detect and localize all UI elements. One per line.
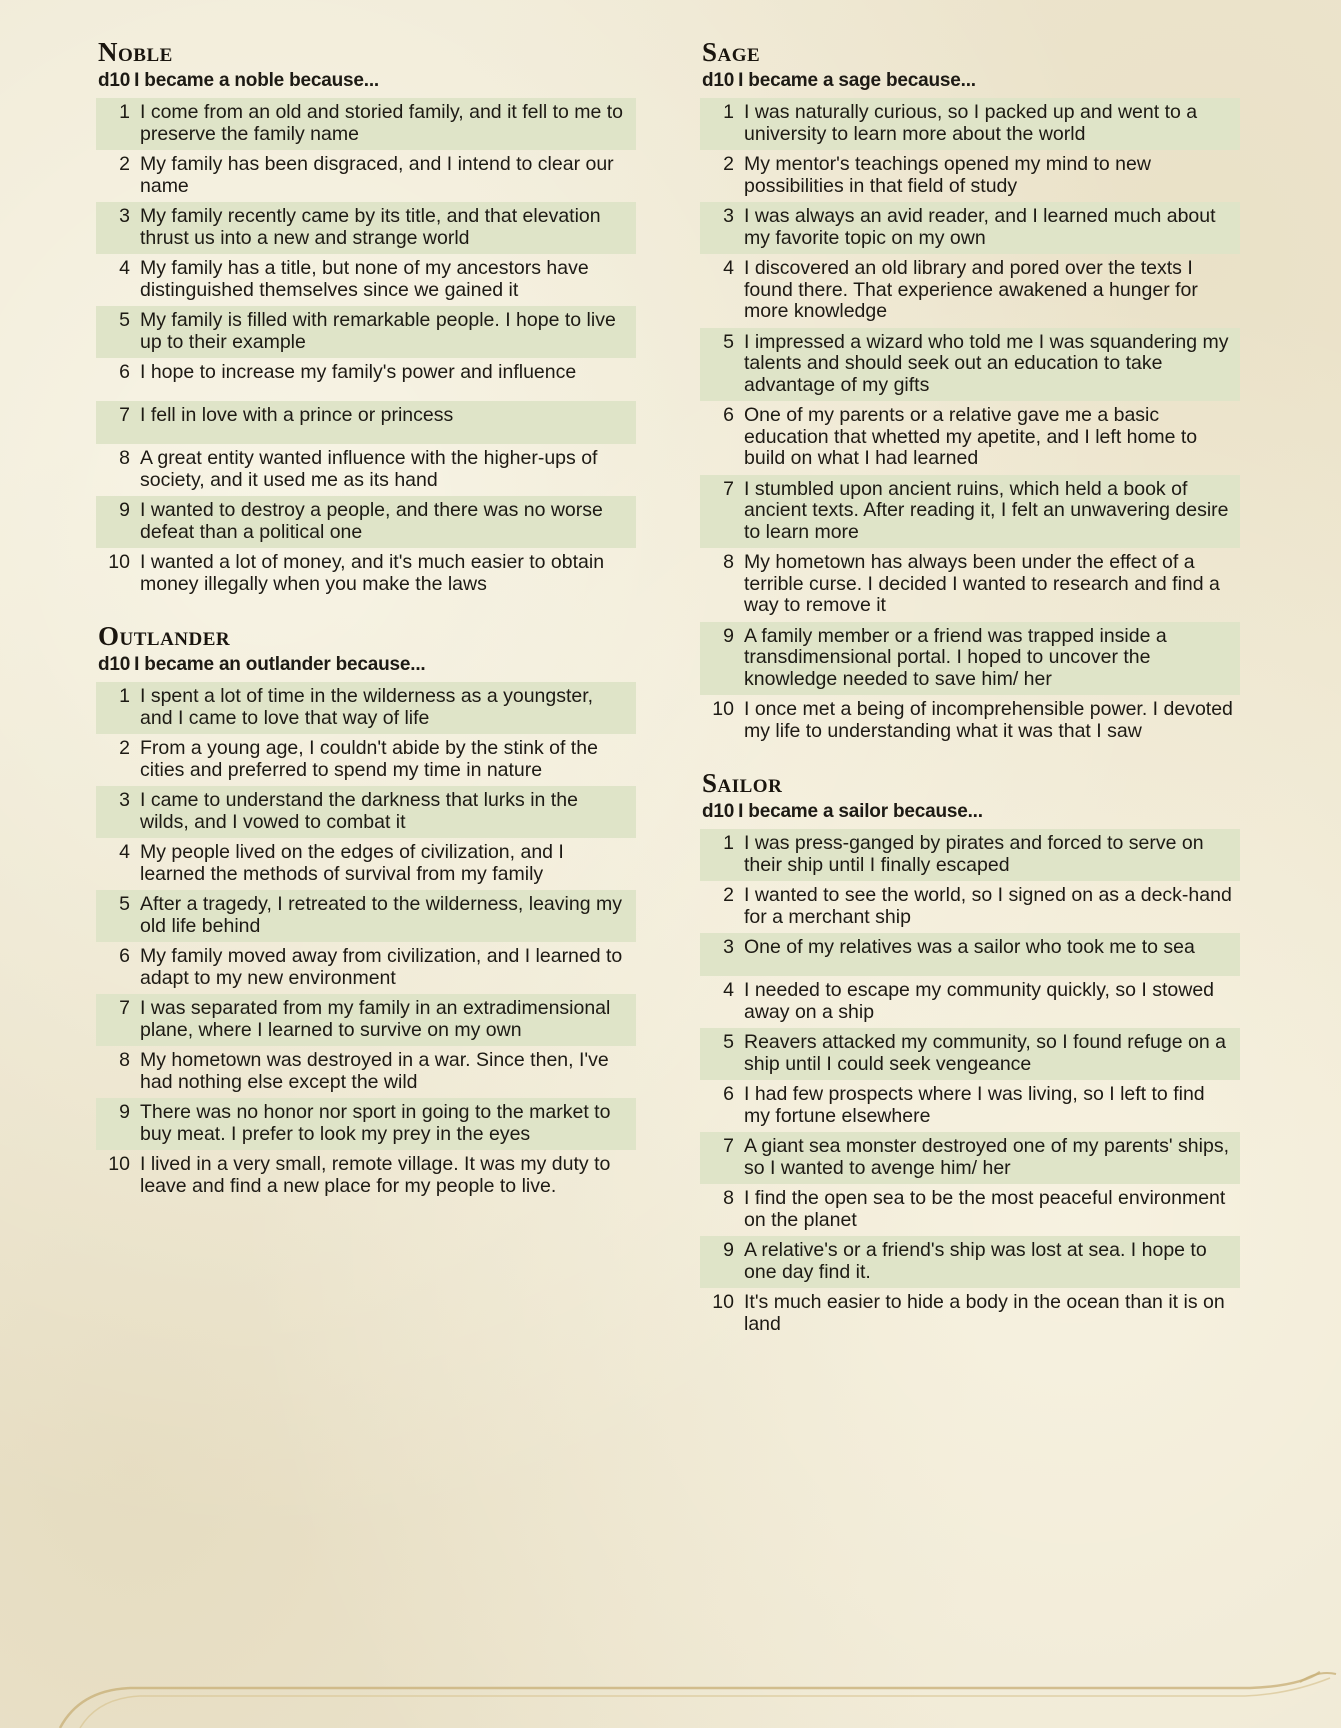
table-row: [96, 838, 636, 890]
table-row: [700, 254, 1240, 328]
roll-number: 3: [723, 205, 734, 227]
table-row: [700, 1288, 1240, 1340]
roll-result-text: One of my relatives was a sailor who took me to sea: [744, 936, 1195, 958]
table-row: [96, 444, 636, 496]
roll-result-text: It's much easier to hide a body in the ocean than it is on land: [744, 1291, 1225, 1335]
table-row: [700, 475, 1240, 549]
table-row: [700, 401, 1240, 475]
table-row: [700, 150, 1240, 202]
table-header: [702, 68, 1240, 94]
roll-number: 3: [723, 936, 734, 958]
table-rows: [96, 682, 636, 1202]
roll-number: 9: [723, 624, 734, 647]
roll-number: 5: [119, 309, 130, 331]
roll-number: 7: [723, 477, 734, 500]
roll-result-text: One of my parents or a relative gave me a basic education that whetted my apetite, and I left home to build on what I had learned: [744, 404, 1198, 469]
roll-result-text: A great entity wanted influence with the higher-ups of society, and it used me as its hand: [140, 447, 598, 491]
roll-number: 7: [119, 997, 130, 1019]
table-row: [96, 1046, 636, 1098]
roll-number: 4: [119, 841, 130, 863]
roll-number: 10: [108, 551, 130, 573]
table-rows: [700, 98, 1240, 747]
table-row: [96, 942, 636, 994]
roll-number: 1: [723, 832, 734, 854]
roll-result-text: My family recently came by its title, and that elevation thrust us into a new and strange world: [140, 205, 601, 249]
roll-number: 10: [712, 1291, 734, 1313]
roll-result-text: Reavers attacked my community, so I found refuge on a ship until I could seek vengeance: [744, 1031, 1226, 1075]
table-row: [700, 202, 1240, 254]
table-row: [700, 328, 1240, 402]
roll-result-text: I wanted to destroy a people, and there was no worse defeat than a political one: [140, 499, 603, 543]
die-label: d10: [702, 70, 735, 91]
roll-number: 6: [723, 1083, 734, 1105]
roll-number: 2: [723, 884, 734, 906]
roll-number: 1: [119, 101, 130, 123]
page-footer-ornament: [0, 1668, 1341, 1728]
table-row: [96, 358, 636, 401]
roll-number: 4: [723, 257, 734, 279]
roll-number: 8: [119, 1049, 130, 1071]
table-row: [700, 1132, 1240, 1184]
roll-result-text: I hope to increase my family's power and influence: [140, 361, 577, 383]
table-row: [96, 98, 636, 150]
roll-result-text: I spent a lot of time in the wilderness as a youngster, and I came to love that way of life: [140, 685, 594, 729]
table-row: [96, 548, 636, 600]
roll-result-text: My family is filled with remarkable people. I hope to live up to their example: [140, 309, 616, 353]
header-label: I became an outlander because...: [134, 654, 426, 675]
roll-number: 8: [723, 551, 734, 573]
section-outlander: [96, 622, 636, 1202]
table-row: [700, 881, 1240, 933]
table-row: [96, 496, 636, 548]
header-label: I became a noble because...: [134, 70, 380, 91]
roll-number: 6: [119, 945, 130, 967]
roll-result-text: There was no honor nor sport in going to the market to buy meat. I prefer to look my prey in the eyes: [140, 1101, 611, 1145]
roll-result-text: I discovered an old library and pored over the texts I found there. That experience awakened a hunger for more knowledge: [744, 257, 1198, 322]
table-row: [96, 1150, 636, 1202]
table-row: [96, 734, 636, 786]
header-label: I became a sailor because...: [738, 801, 983, 822]
roll-result-text: I once met a being of incomprehensible power. I devoted my life to understanding what it was that I saw: [744, 698, 1233, 742]
right-column: [700, 38, 1240, 1362]
roll-result-text: I was naturally curious, so I packed up and went to a university to learn more about the world: [744, 101, 1198, 145]
table-row: [96, 306, 636, 358]
table-row: [96, 1098, 636, 1150]
roll-number: 8: [723, 1187, 734, 1209]
roll-result-text: I needed to escape my community quickly, so I stowed away on a ship: [744, 979, 1215, 1023]
roll-result-text: I lived in a very small, remote village. It was my duty to leave and find a new place for my people to live.: [140, 1153, 611, 1197]
roll-result-text: I was press-ganged by pirates and forced to serve on their ship until I finally escaped: [744, 832, 1204, 876]
table-row: [96, 150, 636, 202]
roll-result-text: My people lived on the edges of civilization, and I learned the methods of survival from my family: [140, 841, 564, 885]
table-row: [700, 1236, 1240, 1288]
roll-result-text: I impressed a wizard who told me I was squandering my talents and should seek out an education to take advantage of my gifts: [744, 330, 1229, 396]
section-noble: [96, 38, 636, 600]
table-row: [700, 98, 1240, 150]
roll-result-text: A family member or a friend was trapped inside a transdimensional portal. I hoped to uncover the knowledge needed to save him/ her: [744, 624, 1167, 690]
roll-result-text: I stumbled upon ancient ruins, which held a book of ancient texts. After reading it, I felt an unwavering desire to learn more: [744, 477, 1229, 543]
roll-result-text: I had few prospects where I was living, so I left to find my fortune elsewhere: [744, 1083, 1205, 1127]
roll-result-text: A giant sea monster destroyed one of my parents' ships, so I wanted to avenge him/ her: [744, 1135, 1229, 1179]
table-row: [700, 548, 1240, 622]
roll-number: 6: [119, 361, 130, 383]
table-header: [98, 652, 636, 678]
die-label: d10: [98, 70, 131, 91]
roll-result-text: From a young age, I couldn't abide by the stink of the cities and preferred to spend my time in nature: [140, 737, 598, 781]
table-row: [700, 622, 1240, 696]
table-header: [98, 68, 636, 94]
table-row: [96, 401, 636, 444]
roll-result-text: I find the open sea to be the most peaceful environment on the planet: [744, 1187, 1226, 1231]
roll-result-text: After a tragedy, I retreated to the wilderness, leaving my old life behind: [140, 893, 622, 937]
section-sailor: [700, 769, 1240, 1340]
roll-number: 5: [723, 330, 734, 353]
table-row: [96, 682, 636, 734]
table-row: [700, 829, 1240, 881]
roll-result-text: My family moved away from civilization, and I learned to adapt to my new environment: [140, 945, 623, 989]
roll-number: 9: [119, 1101, 130, 1123]
roll-result-text: I was always an avid reader, and I learned much about my favorite topic on my own: [744, 205, 1216, 249]
roll-result-text: I fell in love with a prince or princess: [140, 404, 454, 426]
table-row: [700, 976, 1240, 1028]
header-label: I became a sage because...: [738, 70, 976, 91]
table-row: [96, 890, 636, 942]
roll-number: 9: [723, 1239, 734, 1261]
table-row: [700, 1080, 1240, 1132]
roll-number: 7: [723, 1135, 734, 1157]
roll-number: 7: [119, 404, 130, 426]
table-row: [700, 695, 1240, 747]
roll-number: 4: [723, 979, 734, 1001]
die-label: d10: [98, 654, 131, 675]
roll-result-text: I come from an old and storied family, and it fell to me to preserve the family name: [140, 101, 624, 145]
roll-number: 10: [108, 1153, 130, 1175]
roll-number: 1: [119, 685, 130, 707]
section-sage: [700, 38, 1240, 747]
section-title: Sailor: [702, 768, 783, 798]
table-row: [96, 994, 636, 1046]
roll-number: 9: [119, 499, 130, 521]
roll-number: 1: [723, 101, 734, 123]
table-row: [700, 1028, 1240, 1080]
roll-number: 2: [119, 153, 130, 175]
roll-result-text: My family has a title, but none of my ancestors have distinguished themselves since we gained it: [140, 257, 589, 301]
die-label: d10: [702, 801, 735, 822]
roll-result-text: My family has been disgraced, and I intend to clear our name: [140, 153, 614, 197]
roll-number: 5: [119, 893, 130, 915]
roll-result-text: My hometown has always been under the effect of a terrible curse. I decided I wanted to research and find a way to remove it: [744, 551, 1220, 616]
roll-result-text: A relative's or a friend's ship was lost at sea. I hope to one day find it.: [744, 1239, 1207, 1283]
roll-result-text: My mentor's teachings opened my mind to new possibilities in that field of study: [744, 153, 1151, 197]
roll-number: 2: [723, 153, 734, 175]
roll-result-text: I was separated from my family in an extradimensional plane, where I learned to survive on my own: [140, 997, 611, 1041]
table-row: [700, 1184, 1240, 1236]
table-rows: [700, 829, 1240, 1340]
section-title: Noble: [98, 37, 173, 67]
roll-result-text: I came to understand the darkness that lurks in the wilds, and I vowed to combat it: [140, 789, 578, 833]
table-row: [700, 933, 1240, 976]
roll-number: 10: [712, 698, 734, 720]
roll-number: 5: [723, 1031, 734, 1053]
table-row: [96, 254, 636, 306]
section-title: Outlander: [98, 621, 231, 651]
table-row: [96, 202, 636, 254]
section-title: Sage: [702, 37, 761, 67]
left-column: [96, 38, 636, 1224]
table-header: [702, 799, 1240, 825]
roll-result-text: I wanted to see the world, so I signed on as a deck-hand for a merchant ship: [744, 884, 1232, 928]
roll-number: 3: [119, 205, 130, 227]
roll-result-text: My hometown was destroyed in a war. Since then, I've had nothing else except the wild: [140, 1049, 609, 1093]
table-row: [96, 786, 636, 838]
roll-number: 3: [119, 789, 130, 811]
table-rows: [96, 98, 636, 600]
roll-number: 4: [119, 257, 130, 279]
roll-number: 2: [119, 737, 130, 759]
roll-number: 8: [119, 447, 130, 469]
roll-number: 6: [723, 404, 734, 426]
roll-result-text: I wanted a lot of money, and it's much easier to obtain money illegally when you make the laws: [140, 551, 605, 595]
